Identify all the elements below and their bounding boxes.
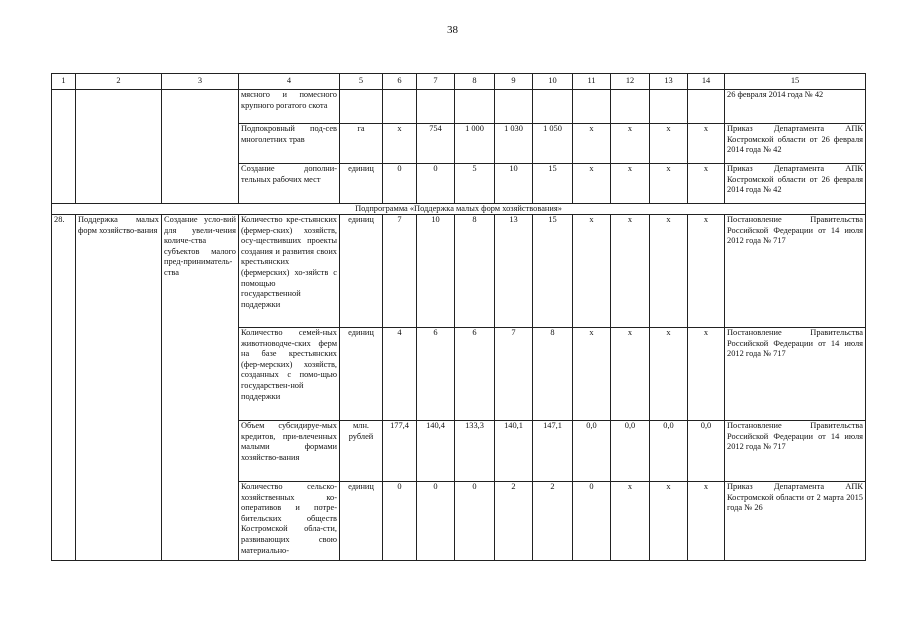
value-cell: 6 xyxy=(455,328,495,421)
value-cell: х xyxy=(688,215,725,328)
indicator-cell: мясного и помесного крупного рогатого скота xyxy=(239,90,340,124)
col-header: 1 xyxy=(52,74,76,90)
value-cell: х xyxy=(573,328,611,421)
col-header: 15 xyxy=(725,74,866,90)
col-header: 7 xyxy=(417,74,455,90)
value-cell: 2 xyxy=(495,482,533,561)
measure-cell xyxy=(76,90,162,204)
basis-cell: Постановление Правительства Российской Федерации от 14 июля 2012 года № 717 xyxy=(725,421,866,482)
value-cell: х xyxy=(688,328,725,421)
value-cell: 140,1 xyxy=(495,421,533,482)
value-cell: 0 xyxy=(417,164,455,204)
value-cell: 7 xyxy=(383,215,417,328)
value-cell: 133,3 xyxy=(455,421,495,482)
indicators-table xyxy=(51,73,866,561)
value-cell: х xyxy=(573,215,611,328)
col-header: 13 xyxy=(650,74,688,90)
subprogram-row xyxy=(52,204,866,215)
value-cell: 10 xyxy=(495,164,533,204)
indicator-cell: Создание дополни-тельных рабочих мест xyxy=(239,164,340,204)
value-cell: 0,0 xyxy=(573,421,611,482)
unit-cell: единиц xyxy=(340,482,383,561)
basis-cell: Постановление Правительства Российской Федерации от 14 июля 2012 года № 717 xyxy=(725,215,866,328)
indicator-cell: Количество кре-стьянских (фермер-ских) хозяйств, осу-ществивших проекты создания и развития своих крестьянских (фермерских) хо-зяйств с помощью государственной поддержки xyxy=(239,215,340,328)
value-cell: 15 xyxy=(533,164,573,204)
value-cell: 15 xyxy=(533,215,573,328)
value-cell: 177,4 xyxy=(383,421,417,482)
subprogram-title: Подпрограмма «Поддержка малых форм хозяйствования» xyxy=(52,204,866,215)
table-row xyxy=(52,215,866,328)
basis-cell: Приказ Департамента АПК Костромской области от 26 февраля 2014 года № 42 xyxy=(725,124,866,164)
value-cell: х xyxy=(688,482,725,561)
value-cell: 0 xyxy=(383,482,417,561)
col-header: 12 xyxy=(611,74,650,90)
indicator-cell: Объем субсидируе-мых кредитов, при-влеченных малыми формами хозяйство-вания xyxy=(239,421,340,482)
value-cell: х xyxy=(611,328,650,421)
unit-cell: га xyxy=(340,124,383,164)
col-header: 10 xyxy=(533,74,573,90)
indicator-cell: Подпокровный под-сев многолетних трав xyxy=(239,124,340,164)
value-cell: х xyxy=(650,124,688,164)
value-cell: х xyxy=(688,164,725,204)
num-cell: 28. xyxy=(52,215,76,561)
value-cell: х xyxy=(688,124,725,164)
column-number-row xyxy=(52,74,866,90)
indicator-cell: Количество семей-ных животноводче-ских ферм на базе крестьянских (фер-мерских) хозяйств, созданных с помо-щью государствен-ной поддержки xyxy=(239,328,340,421)
value-cell: 8 xyxy=(533,328,573,421)
value-cell: 2 xyxy=(533,482,573,561)
basis-cell: Приказ Департамента АПК Костромской области от 26 февраля 2014 года № 42 xyxy=(725,164,866,204)
value-cell: 0,0 xyxy=(650,421,688,482)
value-cell: х xyxy=(650,164,688,204)
value-cell: х xyxy=(573,124,611,164)
value-cell: 7 xyxy=(495,328,533,421)
col-header: 14 xyxy=(688,74,725,90)
basis-cell: Приказ Департамента АПК Костромской области от 2 марта 2015 года № 26 xyxy=(725,482,866,561)
value-cell: 10 xyxy=(417,215,455,328)
col-header: 6 xyxy=(383,74,417,90)
goal-cell xyxy=(162,90,239,204)
col-header: 2 xyxy=(76,74,162,90)
unit-cell: единиц xyxy=(340,215,383,328)
page-number: 38 xyxy=(447,24,458,36)
value-cell: 1 030 xyxy=(495,124,533,164)
col-header: 11 xyxy=(573,74,611,90)
unit-cell: млн. рублей xyxy=(340,421,383,482)
indicator-cell: Количество сельско-хозяйственных ко-оперативов и потре-бительских обществ Костромской обла-сти, развивающих свою материально- xyxy=(239,482,340,561)
col-header: 3 xyxy=(162,74,239,90)
value-cell: 0,0 xyxy=(611,421,650,482)
value-cell: х xyxy=(611,215,650,328)
value-cell: 6 xyxy=(417,328,455,421)
value-cell: 1 050 xyxy=(533,124,573,164)
value-cell: 147,1 xyxy=(533,421,573,482)
value-cell: 140,4 xyxy=(417,421,455,482)
value-cell: 1 000 xyxy=(455,124,495,164)
value-cell: х xyxy=(383,124,417,164)
value-cell: 754 xyxy=(417,124,455,164)
value-cell: х xyxy=(611,164,650,204)
value-cell: 5 xyxy=(455,164,495,204)
value-cell: 8 xyxy=(455,215,495,328)
value-cell: 0 xyxy=(573,482,611,561)
value-cell: 13 xyxy=(495,215,533,328)
basis-cell: Постановление Правительства Российской Федерации от 14 июля 2012 года № 717 xyxy=(725,328,866,421)
value-cell: х xyxy=(611,124,650,164)
value-cell: 0 xyxy=(383,164,417,204)
value-cell: 0 xyxy=(417,482,455,561)
basis-cell: 26 февраля 2014 года № 42 xyxy=(725,90,866,124)
col-header: 4 xyxy=(239,74,340,90)
col-header: 9 xyxy=(495,74,533,90)
value-cell: х xyxy=(650,482,688,561)
value-cell: 0,0 xyxy=(688,421,725,482)
value-cell: 4 xyxy=(383,328,417,421)
value-cell: х xyxy=(611,482,650,561)
col-header: 8 xyxy=(455,74,495,90)
unit-cell: единиц xyxy=(340,328,383,421)
value-cell: х xyxy=(650,215,688,328)
goal-cell: Создание усло-вий для увели-чения количе-ства субъектов малого пред-приниматель-ства xyxy=(162,215,239,561)
value-cell: 0 xyxy=(455,482,495,561)
value-cell: х xyxy=(573,164,611,204)
measure-cell: Поддержка малых форм хозяйство-вания xyxy=(76,215,162,561)
table-row xyxy=(52,90,866,124)
num-cell xyxy=(52,90,76,204)
col-header: 5 xyxy=(340,74,383,90)
value-cell: х xyxy=(650,328,688,421)
unit-cell: единиц xyxy=(340,164,383,204)
